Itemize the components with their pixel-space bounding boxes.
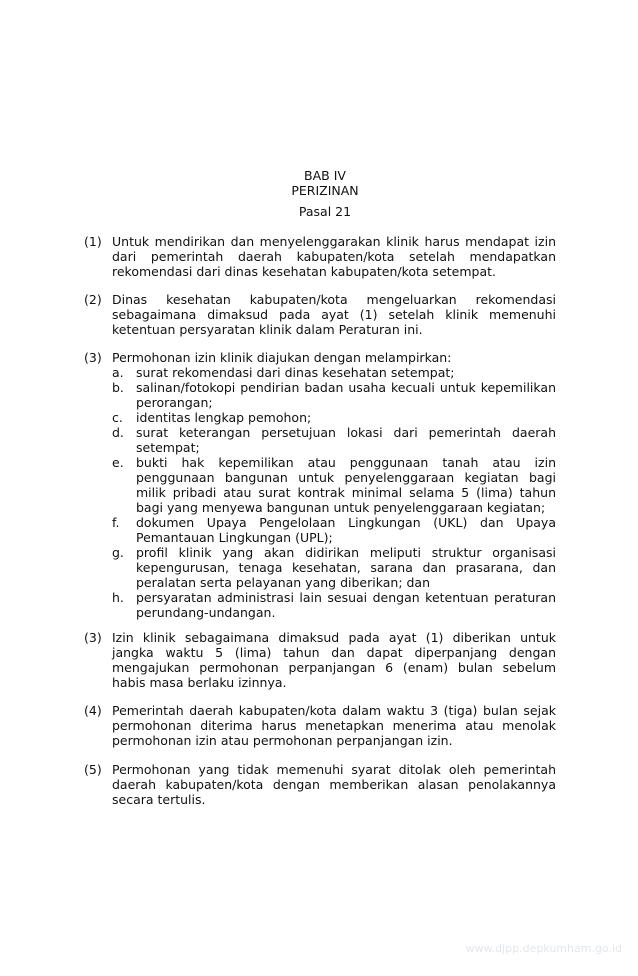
- list-item-letter: g.: [112, 545, 124, 560]
- list-item: [112, 515, 556, 545]
- list-item-text: salinan/fotokopi pendirian badan usaha kecuali untuk kepemilikan perorangan;: [136, 380, 556, 410]
- list-item: [112, 425, 556, 455]
- paragraph-3: [84, 350, 556, 620]
- list-item-letter: d.: [112, 425, 124, 440]
- list-item: [112, 545, 556, 590]
- paragraph-number: (5): [84, 762, 102, 777]
- chapter-number: BAB IV: [304, 168, 346, 183]
- paragraph-number: (1): [84, 234, 102, 249]
- list-item-text: persyaratan administrasi lain sesuai dengan ketentuan peraturan perundang-undangan.: [136, 590, 556, 620]
- paragraph-number: (4): [84, 703, 102, 718]
- paragraph-4: [84, 630, 556, 690]
- chapter-title: PERIZINAN: [291, 183, 359, 198]
- list-item-text: bukti hak kepemilikan atau penggunaan tanah atau izin penggunaan bangunan untuk penyelenggaraan kegiatan bagi milik pribadi atau surat kontrak minimal selama 5 (lima) tahun bagi yang menyewa bangunan untuk penyelenggaraan kegiatan;: [136, 455, 556, 515]
- list-item-letter: c.: [112, 410, 123, 425]
- list-item-text: surat keterangan persetujuan lokasi dari pemerintah daerah setempat;: [136, 425, 556, 455]
- list-item-text: surat rekomendasi dari dinas kesehatan setempat;: [136, 365, 455, 380]
- paragraph-5: [84, 703, 556, 748]
- paragraph-text: Permohonan yang tidak memenuhi syarat ditolak oleh pemerintah daerah kabupaten/kota dengan memberikan alasan penolakannya secara tertulis.: [112, 762, 556, 807]
- paragraph-text: Izin klinik sebagaimana dimaksud pada ayat (1) diberikan untuk jangka waktu 5 (lima) tahun dan dapat diperpanjang dengan mengajukan permohonan perpanjangan 6 (enam) bulan sebelum habis masa berlaku izinnya.: [112, 630, 556, 690]
- paragraph-text: Pemerintah daerah kabupaten/kota dalam waktu 3 (tiga) bulan sejak permohonan diterima harus menetapkan menerima atau menolak permohonan izin atau permohonan perpanjangan izin.: [112, 703, 556, 748]
- list-item: [112, 590, 556, 620]
- paragraph-text: Permohonan izin klinik diajukan dengan melampirkan:: [112, 350, 452, 365]
- footer-watermark: www.djpp.depkumham.go.id: [465, 942, 622, 955]
- list-item-letter: b.: [112, 380, 124, 395]
- list-item-letter: h.: [112, 590, 124, 605]
- list-item-text: profil klinik yang akan didirikan meliputi struktur organisasi kepengurusan, tenaga kesehatan, sarana dan prasarana, dan peralatan serta pelayanan yang diberikan; dan: [136, 545, 556, 590]
- list-item: [112, 455, 556, 515]
- list-item-text: identitas lengkap pemohon;: [136, 410, 312, 425]
- paragraph-number: (3): [84, 630, 102, 645]
- paragraph-1: [84, 234, 556, 279]
- list-item-letter: e.: [112, 455, 124, 470]
- list-item-letter: f.: [112, 515, 120, 530]
- paragraph-number: (3): [84, 350, 102, 365]
- list-item: [112, 365, 556, 380]
- paragraph-text: Untuk mendirikan dan menyelenggarakan klinik harus mendapat izin dari pemerintah daerah kabupaten/kota setelah mendapatkan rekomendasi dari dinas kesehatan kabupaten/kota setempat.: [112, 234, 556, 279]
- list-item-letter: a.: [112, 365, 124, 380]
- list-item: [112, 410, 556, 425]
- paragraph-2: [84, 292, 556, 337]
- paragraph-number: (2): [84, 292, 102, 307]
- paragraph-text: Dinas kesehatan kabupaten/kota mengeluarkan rekomendasi sebagaimana dimaksud pada ayat (1) setelah klinik memenuhi ketentuan persyaratan klinik dalam Peraturan ini.: [112, 292, 556, 337]
- list-item-text: dokumen Upaya Pengelolaan Lingkungan (UKL) dan Upaya Pemantauan Lingkungan (UPL);: [136, 515, 556, 545]
- paragraph-6: [84, 762, 556, 807]
- list-item: [112, 380, 556, 410]
- article-title: Pasal 21: [298, 204, 352, 219]
